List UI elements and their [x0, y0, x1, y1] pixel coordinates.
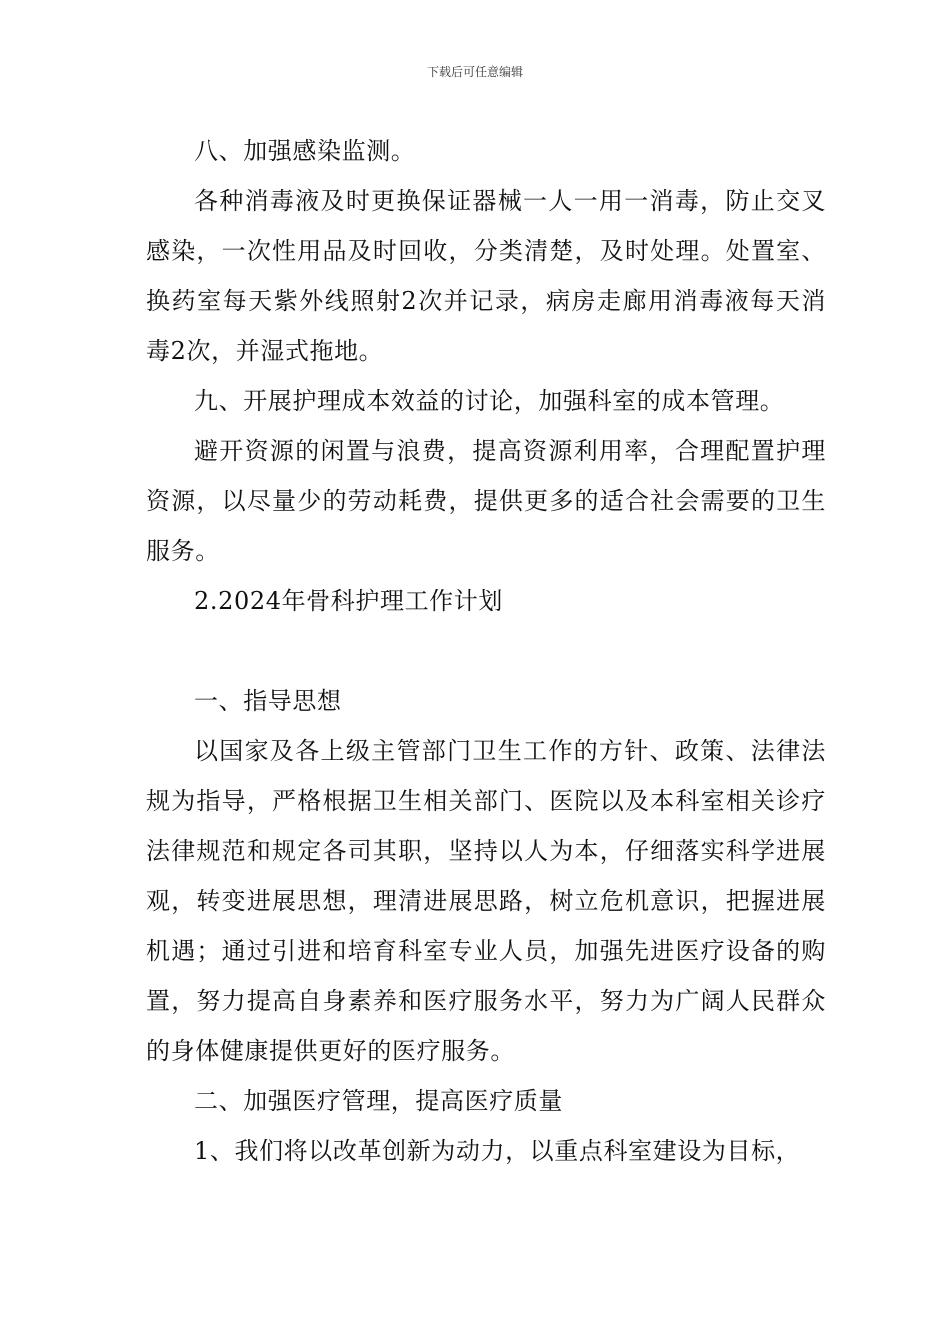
document-body [146, 126, 826, 1176]
paragraph-guiding-ideology: 以国家及各上级主管部门卫生工作的方针、政策、法律法规为指导，严格根据卫生相关部门、医院以及本科室相关诊疗法律规范和规定各司其职，坚持以人为本，仔细落实科学进展观，转变进展思想，理清进展思路，树立危机意识，把握进展机遇；通过引进和培育科室专业人员，加强先进医疗设备的购置，努力提高自身素养和医疗服务水平，努力为广阔人民群众的身体健康提供更好的医疗服务。 [146, 737, 826, 1065]
section-heading-medical-management: 二、加强医疗管理，提高医疗质量 [194, 1087, 563, 1115]
paragraph-resources: 避开资源的闲置与浪费，提高资源利用率，合理配置护理资源，以尽量少的劳动耗费，提供更多的适合社会需要的卫生服务。 [146, 437, 826, 565]
paragraph-reform-innovation: 1、我们将以改革创新为动力，以重点科室建设为目标， [194, 1137, 801, 1165]
section-heading-infection-monitoring: 八、加强感染监测。 [194, 137, 416, 165]
paragraph-disinfection: 各种消毒液及时更换保证器械一人一用一消毒，防止交叉感染，一次性用品及时回收，分类清楚，及时处理。处置室、换药室每天紫外线照射2次并记录，病房走廊用消毒液每天消毒2次，并湿式拖地。 [146, 187, 826, 365]
page-header-note: 下载后可任意编辑 [426, 65, 523, 79]
document-subtitle: 2.2024年骨科护理工作计划 [194, 587, 503, 615]
section-heading-cost-management: 九、开展护理成本效益的讨论，加强科室的成本管理。 [194, 387, 785, 415]
section-heading-guiding-ideology: 一、指导思想 [194, 687, 342, 715]
blank-line [146, 626, 826, 676]
